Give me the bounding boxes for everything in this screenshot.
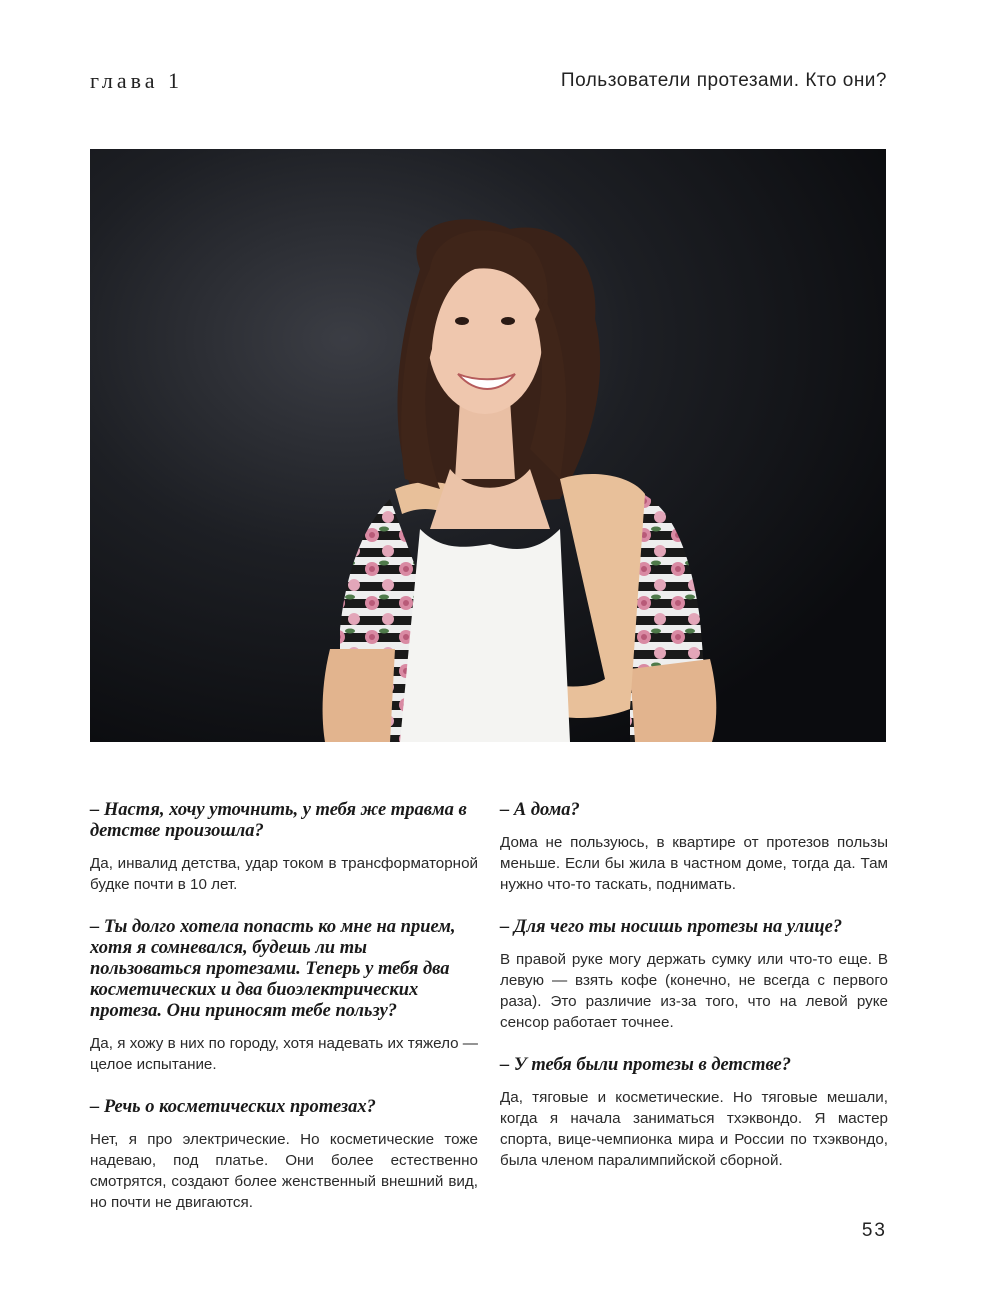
interview-answer: Дома не пользуюсь, в квартире от протезов пользы меньше. Если бы жила в частном доме, тогда да. Там нужно что-то таскать, поднимать.	[500, 834, 888, 893]
page-number: 53	[861, 1220, 887, 1241]
interview-answer: Да, я хожу в них по городу, хотя надевать их тяжело — целое испытание.	[90, 1035, 478, 1073]
interview-question: – У тебя были протезы в детстве?	[500, 1055, 791, 1075]
interview-column-left	[90, 800, 478, 1235]
interview-column-right	[500, 800, 888, 1193]
running-title: Пользователи протезами. Кто они?	[560, 70, 887, 91]
portrait-photo	[90, 149, 886, 742]
interview-answer: Нет, я про электрические. Но косметические тоже надеваю, под платье. Они более естественно смотрятся, создают более женственный внешний вид, но почти не двигаются.	[90, 1131, 478, 1211]
chapter-label: глава 1	[90, 68, 184, 93]
interview-question: – Настя, хочу уточнить, у тебя же травма в детстве произошла?	[90, 800, 467, 841]
interview-answer: В правой руке могу держать сумку или что-то еще. В левую — взять кофе (конечно, не всегда с первого раза). Это различие из-за того, что на левой руке сенсор работает точнее.	[500, 951, 888, 1031]
interview-question: – А дома?	[500, 800, 580, 820]
interview-answer: Да, тяговые и косметические. Но тяговые мешали, когда я начала заниматься тхэквондо. Я мастер спорта, вице-чемпионка мира и России по тхэквондо, была членом паралимпийской сборной.	[500, 1089, 888, 1169]
interview-question: – Для чего ты носишь протезы на улице?	[500, 917, 843, 937]
interview-answer: Да, инвалид детства, удар током в трансформаторной будке почти в 10 лет.	[90, 855, 478, 893]
portrait-illustration	[90, 149, 886, 742]
interview-question: – Речь о косметических протезах?	[90, 1097, 376, 1117]
interview-question: – Ты долго хотела попасть ко мне на прием, хотя я сомневался, будешь ли ты пользоваться протезами. Теперь у тебя два косметических и два биоэлектрических протеза. Они приносят тебе пользу?	[90, 917, 456, 1021]
